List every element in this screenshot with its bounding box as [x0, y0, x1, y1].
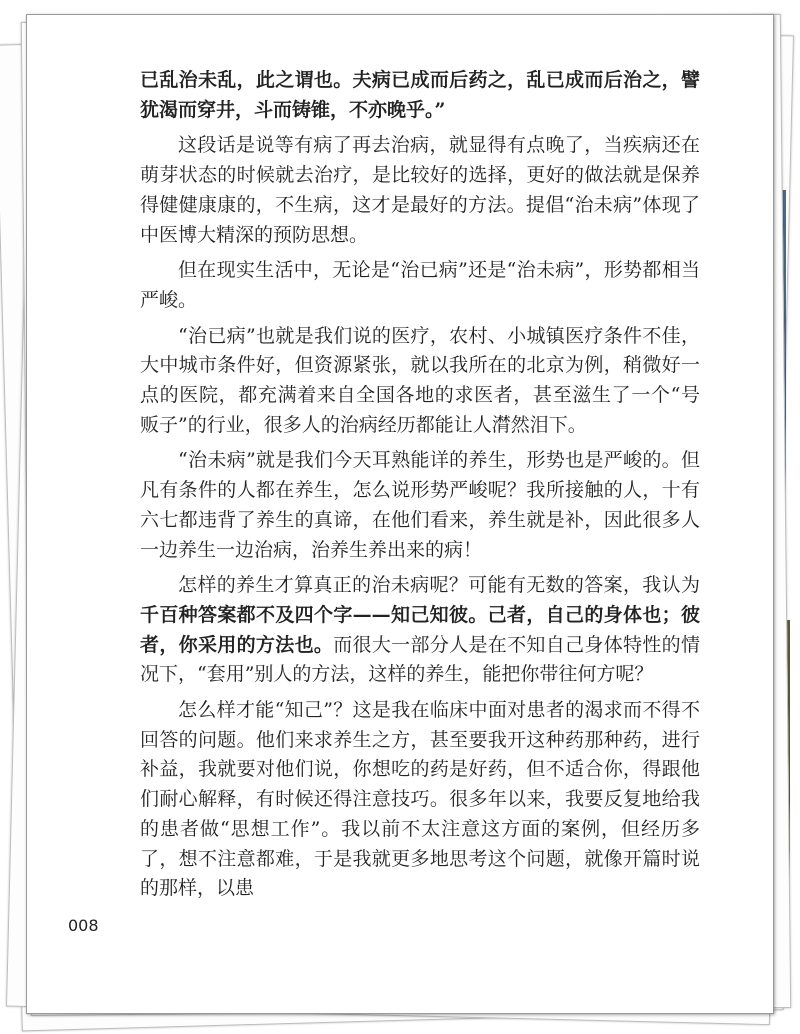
- paragraph: “治已病”也就是我们说的医疗，农村、小城镇医疗条件不佳，大中城市条件好，但资源紧张，就以我所在的北京为例，稍微好一点的医院，都充满着来自全国各地的求医者，甚至滋生了一个“号贩子”的行业，很多人的治病经历都能让人潸然泪下。: [140, 324, 700, 436]
- paragraph-with-emphasis: [140, 571, 700, 690]
- page-body: [140, 66, 700, 910]
- paragraph-tail: 而很大一部分人是在不知自己身体特性的情况下，“套用”别人的方法，这样的养生，能把你带往何方呢？: [140, 633, 700, 686]
- page-number: 008: [68, 916, 99, 935]
- paragraph: 怎么样才能“知己”？这是我在临床中面对患者的渴求而不得不回答的问题。他们来求养生之方，甚至要我开这种药那种药，进行补益，我就要对他们说，你想吃的药是好药，但不适合你，得跟他们耐心解释，有时候还得注意技巧。很多年以来，我要反复地给我的患者做“思想工作”。我以前不太注意这方面的案例，但经历多了，想不注意都难，于是我就更多地思考这个问题，就像开篇时说的那样，以患: [140, 699, 700, 900]
- quote-paragraph: 已乱治未乱，此之谓也。夫病已成而后药之，乱已成而后治之，譬犹渴而穿井，斗而铸锥，不亦晚乎。”: [140, 69, 700, 121]
- paragraph: “治未病”就是我们今天耳熟能详的养生，形势也是严峻的。但凡有条件的人都在养生，怎么说形势严峻呢？我所接触的人，十有六七都违背了养生的真谛，在他们看来，养生就是补，因此很多人一边养生一边治病，治养生养出来的病！: [140, 449, 700, 561]
- paragraph-lead: 怎样的养生才算真正的治未病呢？可能有无数的答案，我认为: [178, 574, 700, 597]
- emphasis-text: 千百种答案都不及四个字——知己知彼。己者，自己的身体也；彼者，你采用的方法也。: [140, 603, 700, 656]
- paragraph: 但在现实生活中，无论是“治已病”还是“治未病”，形势都相当严峻。: [140, 259, 700, 311]
- paragraph: 这段话是说等有病了再去治病，就显得有点晚了，当疾病还在萌芽状态的时候就去治疗，是比较好的选择，更好的做法就是保养得健健康康的，不生病，这才是最好的方法。提倡“治未病”体现了中医博大精深的预防思想。: [140, 134, 700, 246]
